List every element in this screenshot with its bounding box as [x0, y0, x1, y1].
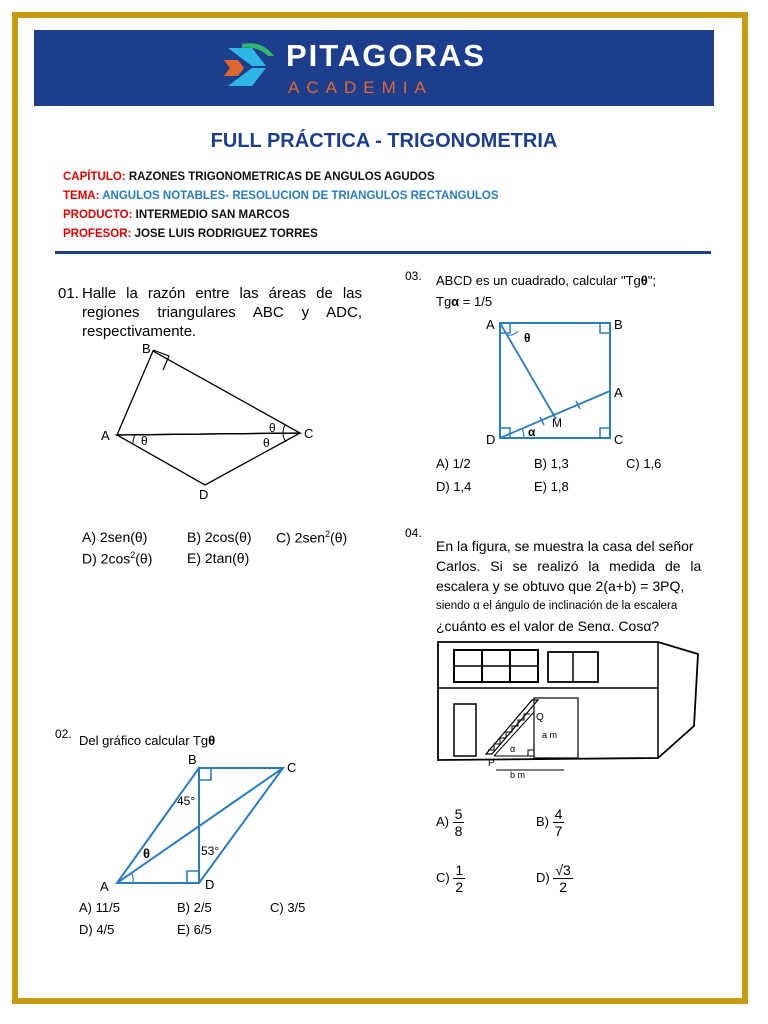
q1-option-d[interactable]: D) $2\cos^2(\theta)$ [82, 550, 153, 567]
q2-angle-45: 45° [177, 794, 196, 808]
q3-alpha: α [528, 425, 536, 439]
q3-number: 03. [405, 269, 422, 283]
q2-angle-53: 53° [201, 844, 220, 858]
q3-label-a2: A [614, 385, 623, 400]
q2-theta: θ [143, 846, 151, 861]
q1-option-e[interactable]: E) 2tan(θ) [187, 550, 250, 566]
q2-label-a: A [100, 879, 109, 894]
q4-house-figure [436, 638, 706, 783]
q2-text: Del gráfico calcular Tgθ [79, 733, 216, 748]
meta-teacher: PROFESOR: JOSE LUIS RODRIGUEZ TORRES [63, 228, 318, 240]
meta-topic: TEMA: ANGULOS NOTABLES- RESOLUCION DE TRIANGULOS RECTANGULOS [63, 190, 499, 202]
q2-label-d: D [205, 877, 215, 892]
q3-option-a[interactable]: A) 1/2 [436, 456, 471, 471]
q3-option-d[interactable]: D) 1,4 [436, 479, 472, 494]
q3-option-b[interactable]: B) 1,3 [534, 456, 569, 471]
q4-label-am: a m [542, 730, 558, 740]
brand-subtitle: ACADEMIA [288, 78, 433, 97]
q3-label-b: B [614, 317, 623, 332]
q4-label-bm: b m [510, 770, 526, 780]
header-divider [55, 251, 711, 254]
page-title: FULL PRÁCTICA - TRIGONOMETRIA [210, 130, 558, 152]
q2-figure [95, 750, 315, 895]
q1-theta-c2: θ [263, 436, 270, 450]
q3-label-m: M [552, 416, 562, 430]
q1-option-c[interactable]: C) 2sen$^2$(θ) [276, 529, 348, 546]
q3-theta: θ [524, 331, 531, 345]
q4-number: 04. [405, 526, 422, 540]
q2-option-a[interactable]: A) 11/5 [79, 900, 120, 915]
q4-line-4: siendo α el ángulo de inclinación de la escalera [436, 600, 678, 612]
q3-option-c[interactable]: C) 1,6 [626, 456, 662, 471]
q1-option-b[interactable]: B) 2cos(θ) [187, 529, 252, 545]
q1-option-a[interactable]: A) 2sen(θ) [82, 529, 148, 545]
q2-label-b: B [188, 752, 197, 767]
q2-option-e[interactable]: E) 6/5 [177, 922, 212, 937]
meta-chapter: CAPÍTULO: RAZONES TRIGONOMETRICAS DE ANGULOS AGUDOS [63, 171, 435, 183]
q1-label-c: C [304, 426, 314, 441]
q2-label-c: C [287, 760, 297, 775]
q2-number: 02. [55, 727, 72, 741]
q2-option-c[interactable]: C) 3/5 [270, 900, 306, 915]
q1-label-a: A [101, 428, 110, 443]
q4-line-3: escalera y se obtuvo que 2(a+b) = 3PQ, [436, 578, 685, 594]
q3-text: ABCD es un cuadrado, calcular "Tgθ"; [436, 273, 657, 288]
q3-label-a: A [486, 317, 495, 332]
q2-option-b[interactable]: B) 2/5 [177, 900, 212, 915]
q1-label-b: B [142, 341, 151, 356]
q4-label-p: P [488, 758, 495, 769]
q4-line-2: Carlos. Si se realizó la medida de la [436, 558, 702, 574]
q1-text: Halle la razón entre las áreas de las regiones triangulares ABC y ADC, respectivamente. [82, 285, 362, 340]
q2-option-d[interactable]: D) 4/5 [79, 922, 115, 937]
q4-line-5: ¿cuánto es el valor de Senα. Cosα? [436, 618, 660, 634]
q4-option-a[interactable]: A) $\frac{5}{8}$ [436, 806, 463, 839]
q3-label-d: D [486, 432, 496, 447]
q4-option-d[interactable]: D) $\frac{√3}{2}$ [536, 862, 571, 895]
q4-text [436, 536, 726, 636]
q4-line-1: En la figura, se muestra la casa del señor [436, 538, 694, 554]
meta-product: PRODUCTO: INTERMEDIO SAN MARCOS [63, 209, 290, 221]
q1-label-d: D [199, 487, 209, 502]
q1-number: 01. [58, 285, 79, 302]
q4-label-alpha: α [510, 744, 516, 754]
q3-figure [480, 313, 630, 453]
q1-theta-a: θ [141, 434, 148, 448]
q1-figure [95, 340, 325, 505]
q3-option-e[interactable]: E) 1,8 [534, 479, 569, 494]
q3-label-c: C [614, 432, 624, 447]
logo-icon [222, 42, 282, 94]
brand-name: PITAGORAS [286, 38, 486, 73]
q4-option-c[interactable]: C) $\frac{1}{2}$ [436, 862, 464, 895]
q4-label-q: Q [536, 712, 544, 723]
q1-theta-c1: θ [269, 421, 276, 435]
q4-option-b[interactable]: B) $\frac{4}{7}$ [536, 806, 563, 839]
q3-given: Tgα = 1/5 [436, 294, 493, 309]
